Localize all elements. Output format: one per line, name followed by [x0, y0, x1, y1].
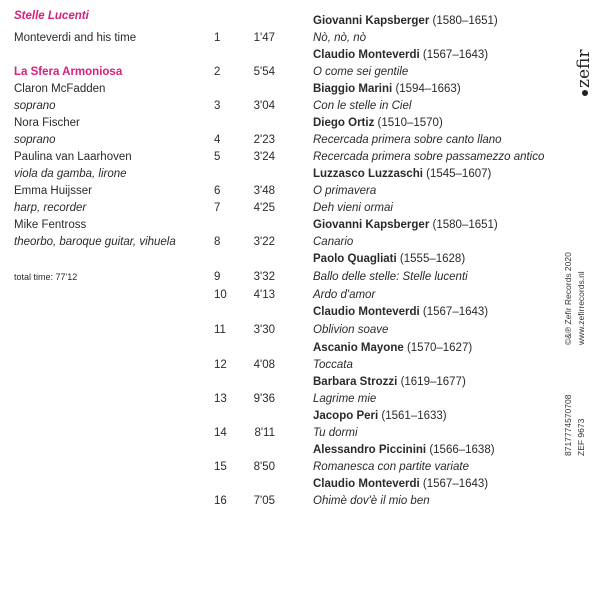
composer-line	[313, 14, 498, 28]
performer-name: Emma Huijsser	[14, 185, 92, 197]
track-number: 4	[214, 134, 221, 146]
track-number: 15	[214, 461, 227, 473]
track-title: Romanesca con partite variate	[313, 461, 469, 473]
composer-dates: (1555–1628)	[399, 253, 466, 265]
album-title: Stelle Lucenti	[14, 10, 89, 22]
composer-dates: (1580–1651)	[432, 219, 498, 231]
track-number: 6	[214, 185, 221, 197]
track-title: Toccata	[313, 359, 353, 371]
composer-dates: (1580–1651)	[432, 15, 498, 27]
track-title: Nò, nò, nò	[313, 32, 367, 44]
track-number: 9	[214, 271, 221, 283]
copyright-text: ©&℗ Zefir Records 2020	[563, 252, 573, 345]
track-number: 5	[214, 151, 221, 163]
track-duration: 8'11	[254, 427, 275, 439]
track-duration: 3'48	[253, 185, 275, 197]
track-title: Ballo delle stelle: Stelle lucenti	[313, 271, 468, 283]
track-title: Oblivion soave	[313, 324, 389, 336]
composer-line	[313, 82, 461, 96]
composer-line	[313, 341, 472, 355]
track-title: O primavera	[313, 185, 377, 197]
composer-dates: (1561–1633)	[381, 410, 447, 422]
track-duration: 3'04	[253, 100, 275, 112]
album-subtitle: Monteverdi and his time	[14, 32, 137, 44]
track-title: Ohimè dov'è il mio ben	[313, 495, 430, 507]
composer-name: Giovanni Kapsberger	[313, 15, 430, 27]
track-number: 14	[214, 427, 227, 439]
performer-role: viola da gamba, lirone	[14, 168, 127, 180]
track-duration: 1'47	[253, 32, 275, 44]
performer-name: Paulina van Laarhoven	[14, 151, 132, 163]
composer-name: Claudio Monteverdi	[313, 306, 420, 318]
composer-dates: (1619–1677)	[400, 376, 466, 388]
composer-name: Barbara Strozzi	[313, 376, 398, 388]
track-number: 1	[214, 32, 221, 44]
track-number: 3	[214, 100, 221, 112]
composer-line	[313, 218, 498, 232]
track-number: 11	[214, 324, 226, 336]
composer-name: Alessandro Piccinini	[313, 444, 427, 456]
composer-line	[313, 375, 466, 389]
logo-dot-icon	[582, 90, 588, 96]
track-duration: 4'08	[253, 359, 275, 371]
total-time: total time: 77'12	[14, 272, 78, 282]
composer-name: Claudio Monteverdi	[313, 49, 420, 61]
performer-role: soprano	[14, 100, 56, 112]
composer-name: Ascanio Mayone	[313, 342, 404, 354]
track-duration: 3'32	[253, 271, 275, 283]
track-title: O come sei gentile	[313, 66, 409, 78]
track-number: 2	[214, 66, 221, 78]
composer-dates: (1567–1643)	[422, 306, 489, 318]
track-title: Ardo d'amor	[313, 289, 376, 301]
track-number: 7	[214, 202, 221, 214]
composer-name: Jacopo Peri	[313, 410, 379, 422]
track-duration: 3'22	[253, 236, 275, 248]
catalog-number: ZEF 9673	[576, 418, 586, 456]
composer-line	[313, 116, 443, 130]
performer-name: Nora Fischer	[14, 117, 80, 129]
composer-line	[313, 409, 447, 423]
track-duration: 2'23	[253, 134, 275, 146]
track-duration: 3'24	[253, 151, 275, 163]
track-number: 13	[214, 393, 227, 405]
composer-dates: (1567–1643)	[422, 478, 489, 490]
composer-name: Diego Ortiz	[313, 117, 375, 129]
track-number: 12	[214, 359, 227, 371]
composer-name: Paolo Quagliati	[313, 253, 397, 265]
composer-dates: (1510–1570)	[377, 117, 443, 129]
composer-dates: (1545–1607)	[426, 168, 492, 180]
ensemble-name: La Sfera Armoniosa	[14, 66, 123, 78]
composer-line	[313, 305, 488, 319]
track-duration: 5'54	[253, 66, 275, 78]
performer-role: harp, recorder	[14, 202, 87, 214]
performer-role: theorbo, baroque guitar, vihuela	[14, 236, 176, 248]
track-number: 8	[214, 236, 221, 248]
composer-line	[313, 48, 488, 62]
composer-line	[313, 443, 495, 457]
composer-name: Biaggio Marini	[313, 83, 393, 95]
track-title: Recercada primera sobre passamezzo antico	[313, 151, 545, 163]
track-duration: 4'25	[253, 202, 275, 214]
composer-name: Claudio Monteverdi	[313, 478, 420, 490]
track-number: 10	[214, 289, 227, 301]
composer-line	[313, 252, 465, 266]
performer-name: Mike Fentross	[14, 219, 87, 231]
track-duration: 4'13	[253, 289, 275, 301]
composer-dates: (1567–1643)	[422, 49, 489, 61]
composer-line	[313, 167, 491, 181]
composer-dates: (1566–1638)	[429, 444, 495, 456]
composer-dates: (1570–1627)	[406, 342, 473, 354]
track-title: Lagrime mie	[313, 393, 377, 405]
performer-name: Claron McFadden	[14, 83, 106, 95]
composer-name: Luzzasco Luzzaschi	[313, 168, 423, 180]
track-title: Con le stelle in Ciel	[313, 100, 412, 112]
track-title: Recercada primera sobre canto llano	[313, 134, 502, 146]
barcode-number: 8717774570708	[563, 394, 573, 456]
track-title: Deh vieni ormai	[313, 202, 393, 214]
composer-line	[313, 477, 488, 491]
performer-role: soprano	[14, 134, 56, 146]
track-title: Tu dormi	[313, 427, 358, 439]
composer-name: Giovanni Kapsberger	[313, 219, 430, 231]
track-title: Canario	[313, 236, 354, 248]
track-duration: 7'05	[253, 495, 275, 507]
zefir-logo: zefir	[575, 50, 593, 96]
track-duration: 9'36	[253, 393, 275, 405]
website-text: www.zefirrecords.nl	[576, 271, 586, 345]
composer-dates: (1594–1663)	[395, 83, 461, 95]
track-number: 16	[214, 495, 227, 507]
track-duration: 3'30	[253, 324, 275, 336]
track-duration: 8'50	[253, 461, 275, 473]
